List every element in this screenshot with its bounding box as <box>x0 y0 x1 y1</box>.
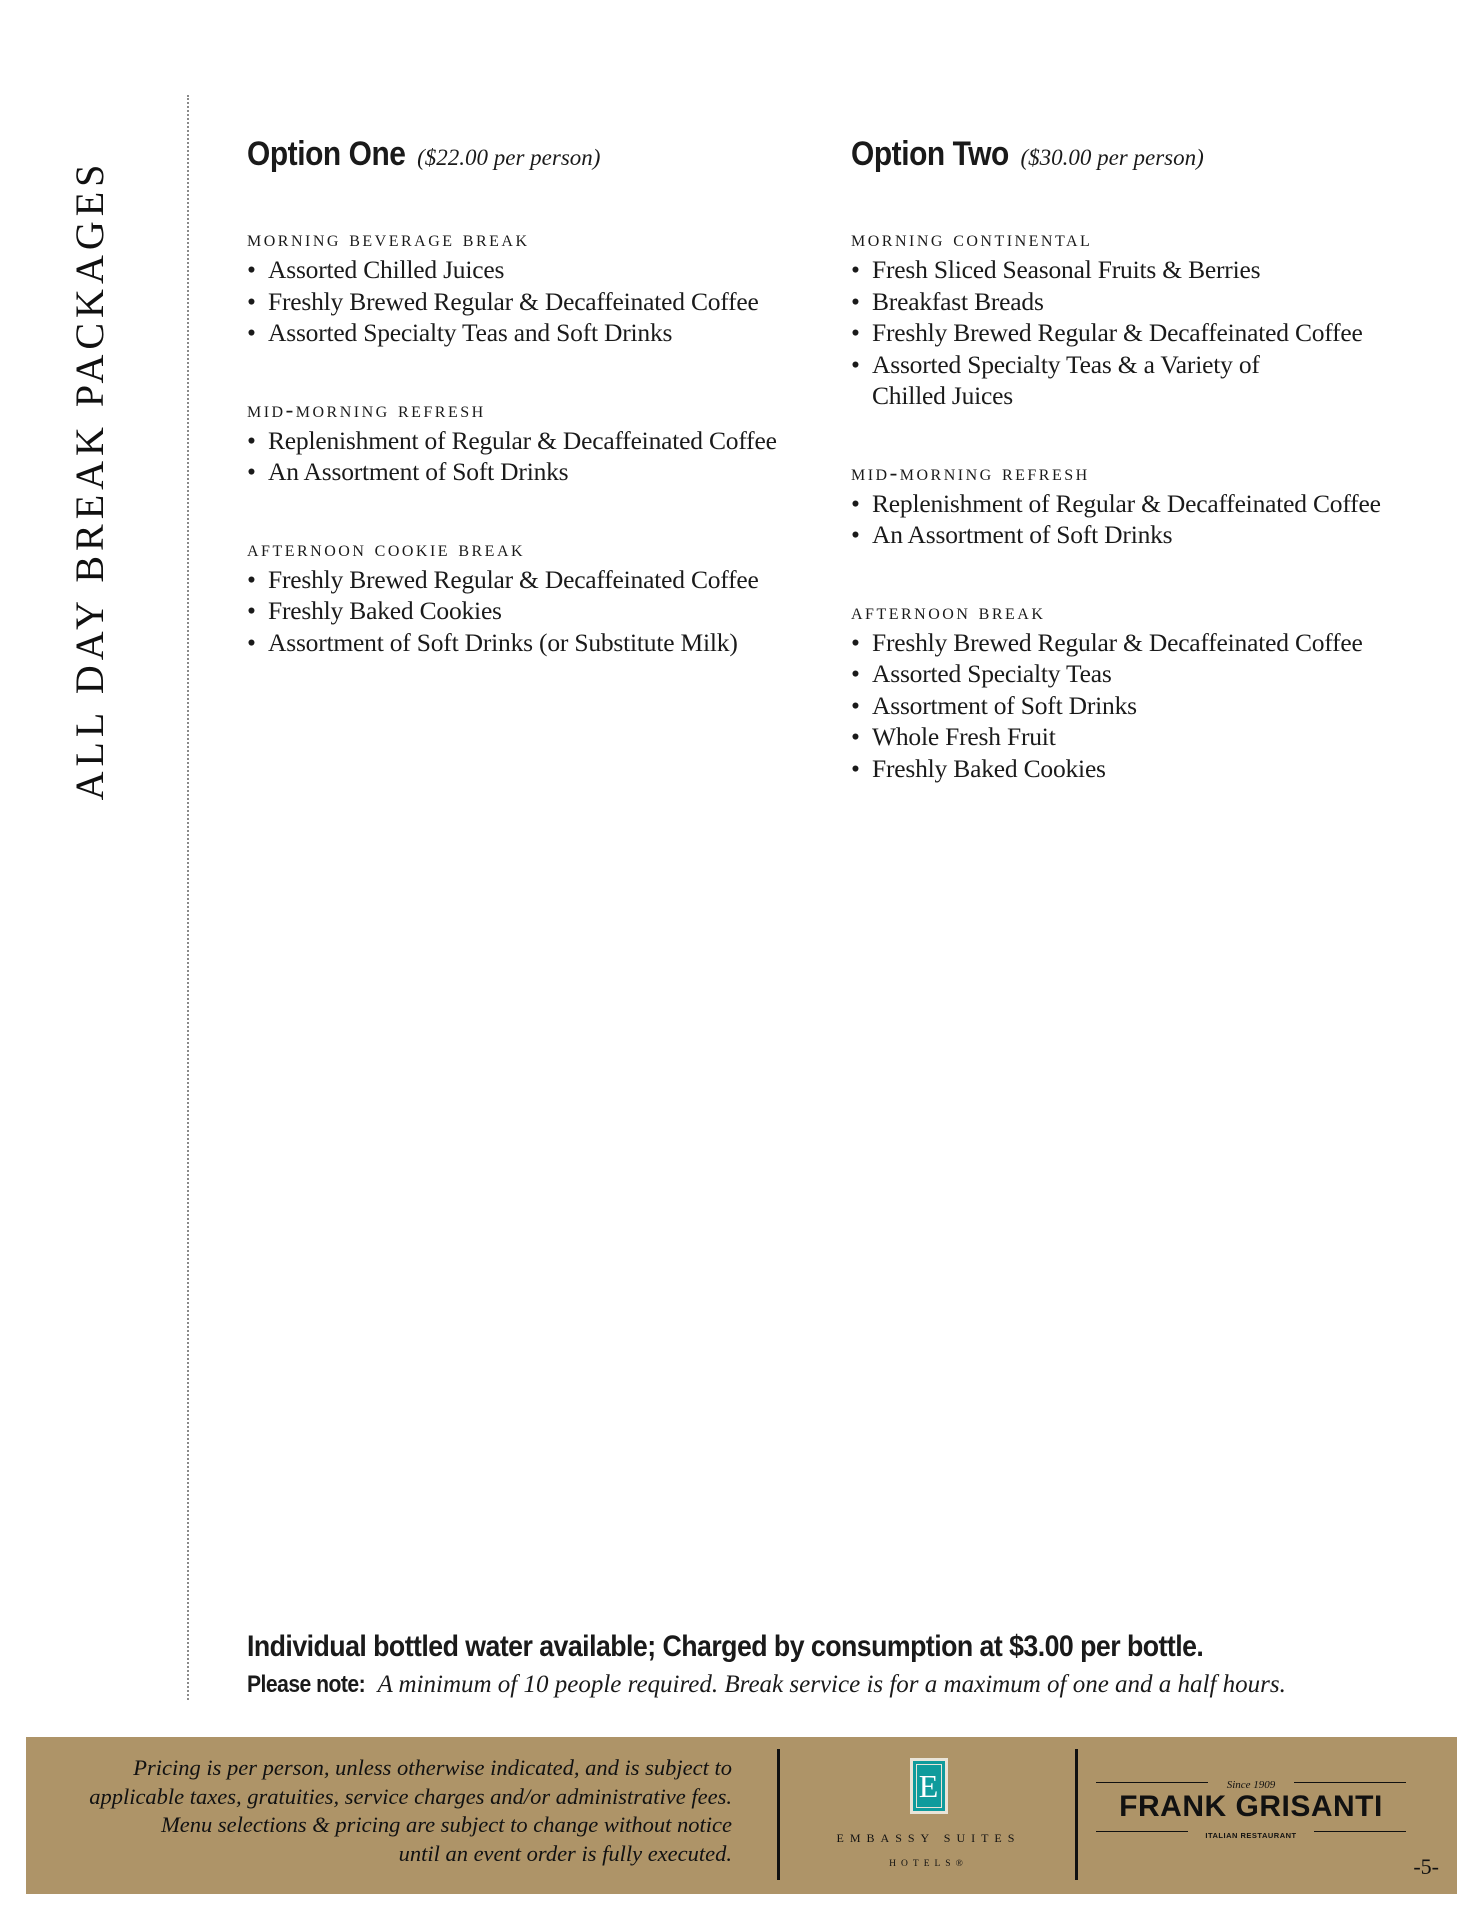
pricing-disclaimer <box>52 1754 732 1868</box>
option-two-section-1 <box>851 224 1451 412</box>
footer-divider <box>1075 1749 1078 1880</box>
frank-grisanti-logo <box>1096 1775 1406 1840</box>
please-note-text: A minimum of 10 people required. Break service is for a maximum of one and a half hours. <box>377 1671 1286 1698</box>
section-title: mid-morning refresh <box>247 396 486 422</box>
footer-band <box>26 1737 1457 1894</box>
embassy-suites-logo <box>786 1754 1071 1869</box>
frank-since: Since 1909 <box>1226 1779 1276 1791</box>
list-item: • Fresh Sliced Seasonal Fruits & Berries <box>851 254 1451 286</box>
item-list <box>247 564 817 659</box>
pricing-line: until an event order is fully executed. <box>398 1840 732 1866</box>
dotted-divider <box>187 95 189 1700</box>
list-item: • Assortment of Soft Drinks (or Substitute Milk) <box>247 627 817 659</box>
list-item: • Freshly Brewed Regular & Decaffeinated Coffee <box>247 286 817 318</box>
page-number: -5- <box>1413 1854 1439 1879</box>
option-two-section-2 <box>851 458 1451 551</box>
option-two-title: Option Two <box>851 135 1009 173</box>
option-one-price: ($22.00 per person) <box>417 145 601 170</box>
option-one-header <box>247 135 817 174</box>
list-item: • Replenishment of Regular & Decaffeinated Coffee <box>851 488 1451 520</box>
list-item: • Freshly Brewed Regular & Decaffeinated Coffee <box>851 627 1451 659</box>
option-two-header <box>851 135 1451 174</box>
option-one-section-3 <box>247 534 817 659</box>
list-item: • An Assortment of Soft Drinks <box>851 519 1451 551</box>
embassy-e-icon: E <box>910 1758 948 1814</box>
item-list <box>851 488 1451 551</box>
pricing-line: applicable taxes, gratuities, service charges and/or administrative fees. <box>89 1783 732 1809</box>
side-title: ALL DAY BREAK PACKAGES <box>67 159 112 801</box>
pricing-line: Menu selections & pricing are subject to change without notice <box>161 1812 732 1837</box>
option-one-section-2 <box>247 395 817 488</box>
pricing-line: Pricing is per person, unless otherwise indicated, and is subject to <box>133 1755 732 1780</box>
embassy-name: EMBASSY SUITES <box>836 1831 1021 1845</box>
please-note-label: Please note: <box>247 1671 366 1698</box>
embassy-sub: HOTELS® <box>889 1859 968 1869</box>
item-list <box>851 254 1451 412</box>
option-two-section-3 <box>851 597 1451 785</box>
list-item: • An Assortment of Soft Drinks <box>247 456 817 488</box>
list-item: • Assorted Specialty Teas <box>851 658 1451 690</box>
list-item: • Assortment of Soft Drinks <box>851 690 1451 722</box>
option-one-section-1 <box>247 224 817 349</box>
please-note <box>247 1671 1286 1699</box>
option-two-column <box>851 135 1451 830</box>
list-item: • Assorted Specialty Teas and Soft Drinks <box>247 317 817 349</box>
item-list <box>247 425 817 488</box>
footer-divider <box>777 1749 780 1880</box>
list-item: • Assorted Chilled Juices <box>247 254 817 286</box>
section-title: mid-morning refresh <box>851 459 1090 485</box>
list-item: • Assorted Specialty Teas & a Variety of Chilled Juices <box>851 349 1272 412</box>
option-two-price: ($30.00 per person) <box>1020 145 1204 170</box>
item-list <box>247 254 817 349</box>
section-title: morning beverage break <box>247 226 530 251</box>
list-item: • Breakfast Breads <box>851 286 1451 318</box>
list-item: • Freshly Baked Cookies <box>247 595 817 627</box>
list-item: • Freshly Brewed Regular & Decaffeinated Coffee <box>851 317 1451 349</box>
water-note: Individual bottled water available; Charged by consumption at $3.00 per bottle. <box>247 1630 1204 1663</box>
section-title: afternoon break <box>851 598 1046 624</box>
list-item: • Whole Fresh Fruit <box>851 721 1451 753</box>
list-item: • Freshly Brewed Regular & Decaffeinated Coffee <box>247 564 817 596</box>
frank-sub: ITALIAN RESTAURANT <box>1205 1831 1297 1840</box>
section-title: morning continental <box>851 226 1093 251</box>
list-item: • Freshly Baked Cookies <box>851 753 1451 785</box>
item-list <box>851 627 1451 785</box>
frank-name: FRANK GRISANTI <box>1119 1790 1383 1823</box>
section-title: afternoon cookie break <box>247 535 526 561</box>
list-item: • Replenishment of Regular & Decaffeinated Coffee <box>247 425 817 457</box>
option-one-title: Option One <box>247 135 406 173</box>
option-one-column <box>247 135 817 704</box>
